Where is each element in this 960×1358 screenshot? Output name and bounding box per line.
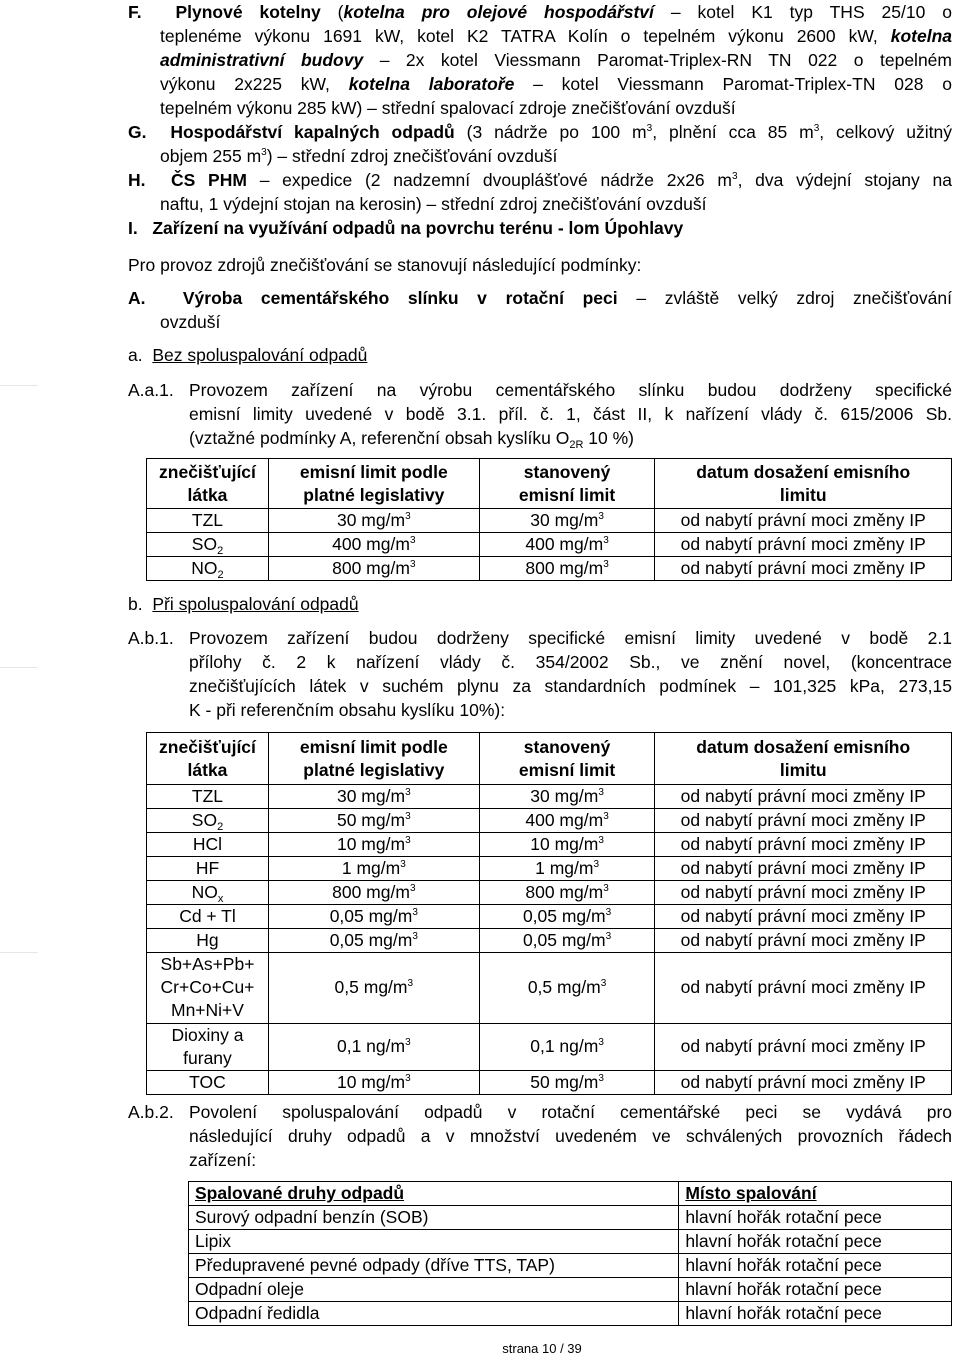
aa1-line-1: Provozem zařízení na výrobu cementářského slínku budou dodrženy specifické [189,380,952,400]
item-f-line-4: výkonu 2x225 kW, kotelna laboratoře – kotel Viessmann Paromat-Triplex-TN 028 o [160,74,952,94]
legal-limit-cell: 10 $mg/m^3$ [268,1070,479,1094]
date-cell: od nabytí právní moci změny IP [655,557,952,581]
emission-limits-table-2 [146,732,952,1095]
set-limit-cell: 1 $mg/m^3$ [479,857,655,881]
legal-limit-cell: 50 $mg/m^3$ [268,809,479,833]
set-limit-cell: 30 $mg/m^3$ [479,509,655,533]
pollutant-cell: $SO_2$ [147,809,269,833]
waste-table-header [189,1182,952,1206]
header-pollutant: znečišťující látka [147,733,269,785]
legal-limit-cell: 0,1 $ng/m^3$ [268,1023,479,1070]
legal-limit-cell: 400 $mg/m^3$ [268,533,479,557]
burn-place-cell: hlavní hořák rotační pece [679,1230,952,1254]
date-cell: od nabytí právní moci změny IP [655,881,952,905]
set-limit-cell: 400 $mg/m^3$ [479,809,655,833]
table-row [147,1070,952,1094]
pollutant-cell: Sb+As+Pb+ Cr+Co+Cu+ Mn+Ni+V [147,953,269,1024]
legal-limit-cell: 30 $mg/m^3$ [268,785,479,809]
legal-limit-cell: 800 $mg/m^3$ [268,557,479,581]
header-waste-type: Spalované druhy odpadů [189,1182,679,1206]
date-cell: od nabytí právní moci změny IP [655,953,952,1024]
table-row [147,809,952,833]
table-row [147,881,952,905]
margin-mark [0,952,38,953]
waste-type-cell: Surový odpadní benzín (SOB) [189,1206,679,1230]
margin-mark [0,667,38,668]
item-f-line-5: tepelném výkonu 285 kW) – střední spalovací zdroje znečišťování ovzduší [160,98,736,118]
table-row [147,833,952,857]
table-row [147,929,952,953]
date-cell: od nabytí právní moci změny IP [655,785,952,809]
ab1-number: A.b.1. [128,628,174,648]
header-legal-limit: emisní limit podle platné legislativy [268,733,479,785]
table-row [147,785,952,809]
waste-type-cell: Lipix [189,1230,679,1254]
header-date: datum dosažení emisního limitu [655,733,952,785]
ab2-line-3: zařízení: [189,1150,257,1170]
date-cell: od nabytí právní moci změny IP [655,929,952,953]
table-row [147,857,952,881]
aa1-line-3: (vztažné podmínky A, referenční obsah kyslíku $O_{2R}$ 10 %) [189,428,634,451]
ab1-line-1: Provozem zařízení budou dodrženy specifické emisní limity uvedené v bodě 2.1 [189,628,952,648]
waste-type-cell: Předupravené pevné odpady (dříve TTS, TAP) [189,1254,679,1278]
pollutant-cell: HCl [147,833,269,857]
pollutant-cell: Dioxiny a furany [147,1023,269,1070]
date-cell: od nabytí právní moci změny IP [655,857,952,881]
date-cell: od nabytí právní moci změny IP [655,809,952,833]
header-burn-place: Místo spalování [679,1182,952,1206]
burn-place-cell: hlavní hořák rotační pece [679,1278,952,1302]
table-row [189,1206,952,1230]
item-f-line-1: F. Plynové kotelny (kotelna pro olejové hospodářství – kotel K1 typ THS 25/10 o [128,2,952,22]
legal-limit-cell: 1 $mg/m^3$ [268,857,479,881]
set-limit-cell: 800 $mg/m^3$ [479,557,655,581]
legal-limit-cell: 10 $mg/m^3$ [268,833,479,857]
waste-type-cell: Odpadní ředidla [189,1302,679,1326]
margin-mark [0,385,38,386]
pollutant-cell: HF [147,857,269,881]
table-row [189,1302,952,1326]
table-row [147,533,952,557]
subsection-b: b. Při spoluspalování odpadů [128,594,359,614]
waste-types-table [188,1181,952,1326]
legal-limit-cell: 0,05 $mg/m^3$ [268,905,479,929]
set-limit-cell: 0,1 $ng/m^3$ [479,1023,655,1070]
header-date: datum dosažení emisního limitu [655,459,952,509]
table-row [147,953,952,1024]
header-set-limit: stanovený emisní limit [479,733,655,785]
item-h-line-1: H. ČS PHM – expedice (2 nadzemní dvouplášťové nádrže 2x26 $m^3$, dva výdejní stojany na [128,170,952,190]
ab2-line-1: Povolení spoluspalování odpadů v rotační cementářské peci se vydává pro [189,1102,952,1122]
set-limit-cell: 10 $mg/m^3$ [479,833,655,857]
date-cell: od nabytí právní moci změny IP [655,533,952,557]
date-cell: od nabytí právní moci změny IP [655,833,952,857]
item-i-line: I. Zařízení na využívání odpadů na povrchu terénu - lom Úpohlavy [128,218,684,238]
legal-limit-cell: 800 $mg/m^3$ [268,881,479,905]
subsection-a: a. Bez spoluspalování odpadů [128,345,368,365]
ab1-line-4: K - při referenčním obsahu kyslíku 10%): [189,700,506,720]
table-row [189,1230,952,1254]
date-cell: od nabytí právní moci změny IP [655,1070,952,1094]
pollutant-cell: Cd + Tl [147,905,269,929]
pollutant-cell: $SO_2$ [147,533,269,557]
pollutant-cell: Hg [147,929,269,953]
set-limit-cell: 30 $mg/m^3$ [479,785,655,809]
emission-limits-table-1 [146,458,952,581]
set-limit-cell: 50 $mg/m^3$ [479,1070,655,1094]
table-row [189,1278,952,1302]
table-row [147,905,952,929]
date-cell: od nabytí právní moci změny IP [655,509,952,533]
conditions-intro: Pro provoz zdrojů znečišťování se stanovují následující podmínky: [128,255,642,275]
item-g-line-2: objem 255 $m^3$) – střední zdroj znečišťování ovzduší [160,146,558,166]
item-f-line-3: administrativní budovy – 2x kotel Viessmann Paromat-Triplex-RN TN 022 o tepelném [160,50,952,70]
table-row [147,1023,952,1070]
table-row [147,509,952,533]
ab2-line-2: následující druhy odpadů a v množství uvedeném ve schválených provozních řádech [189,1126,952,1146]
table-header-row [147,733,952,785]
section-a-line-1: A. Výroba cementářského slínku v rotační peci – zvláště velký zdroj znečišťování [128,288,952,308]
set-limit-cell: 0,05 $mg/m^3$ [479,929,655,953]
set-limit-cell: 0,5 $mg/m^3$ [479,953,655,1024]
aa1-line-2: emisní limity uvedené v bodě 3.1. příl. č. 1, část II, k nařízení vlády č. 615/2006 Sb. [189,404,952,424]
date-cell: od nabytí právní moci změny IP [655,905,952,929]
header-legal-limit: emisní limit podle platné legislativy [268,459,479,509]
pollutant-cell: TZL [147,785,269,809]
item-h-line-2: naftu, 1 výdejní stojan na kerosin) – střední zdroj znečišťování ovzduší [160,194,707,214]
section-a-line-2: ovzduší [160,312,221,332]
header-pollutant: znečišťující látka [147,459,269,509]
set-limit-cell: 0,05 $mg/m^3$ [479,905,655,929]
item-f-line-2: teplenéme výkonu 1691 kW, kotel K2 TATRA Kolín o tepelném výkonu 2600 kW, kotelna [160,26,952,46]
table-row [147,557,952,581]
legal-limit-cell: 0,5 $mg/m^3$ [268,953,479,1024]
header-set-limit: stanovený emisní limit [479,459,655,509]
pollutant-cell: $NO_x$ [147,881,269,905]
burn-place-cell: hlavní hořák rotační pece [679,1206,952,1230]
ab1-line-2: přílohy č. 2 k nařízení vlády č. 354/2002 Sb., ve znění novel, (koncentrace [189,652,952,672]
table-header-row [147,459,952,509]
legal-limit-cell: 30 $mg/m^3$ [268,509,479,533]
set-limit-cell: 800 $mg/m^3$ [479,881,655,905]
pollutant-cell: $NO_2$ [147,557,269,581]
table-row [189,1254,952,1278]
pollutant-cell: TOC [147,1070,269,1094]
burn-place-cell: hlavní hořák rotační pece [679,1254,952,1278]
ab2-number: A.b.2. [128,1102,174,1122]
legal-limit-cell: 0,05 $mg/m^3$ [268,929,479,953]
burn-place-cell: hlavní hořák rotační pece [679,1302,952,1326]
pollutant-cell: TZL [147,509,269,533]
date-cell: od nabytí právní moci změny IP [655,1023,952,1070]
set-limit-cell: 400 $mg/m^3$ [479,533,655,557]
aa1-number: A.a.1. [128,380,174,400]
ab1-line-3: znečišťujících látek v suchém plynu za standardních podmínek – 101,325 kPa, 273,15 [189,676,952,696]
item-g-line-1: G. Hospodářství kapalných odpadů (3 nádrže po 100 $m^3$, plnění cca 85 $m^3$, celkový užitný [128,122,953,142]
page-footer: strana 10 / 39 [502,1341,582,1356]
waste-type-cell: Odpadní oleje [189,1278,679,1302]
